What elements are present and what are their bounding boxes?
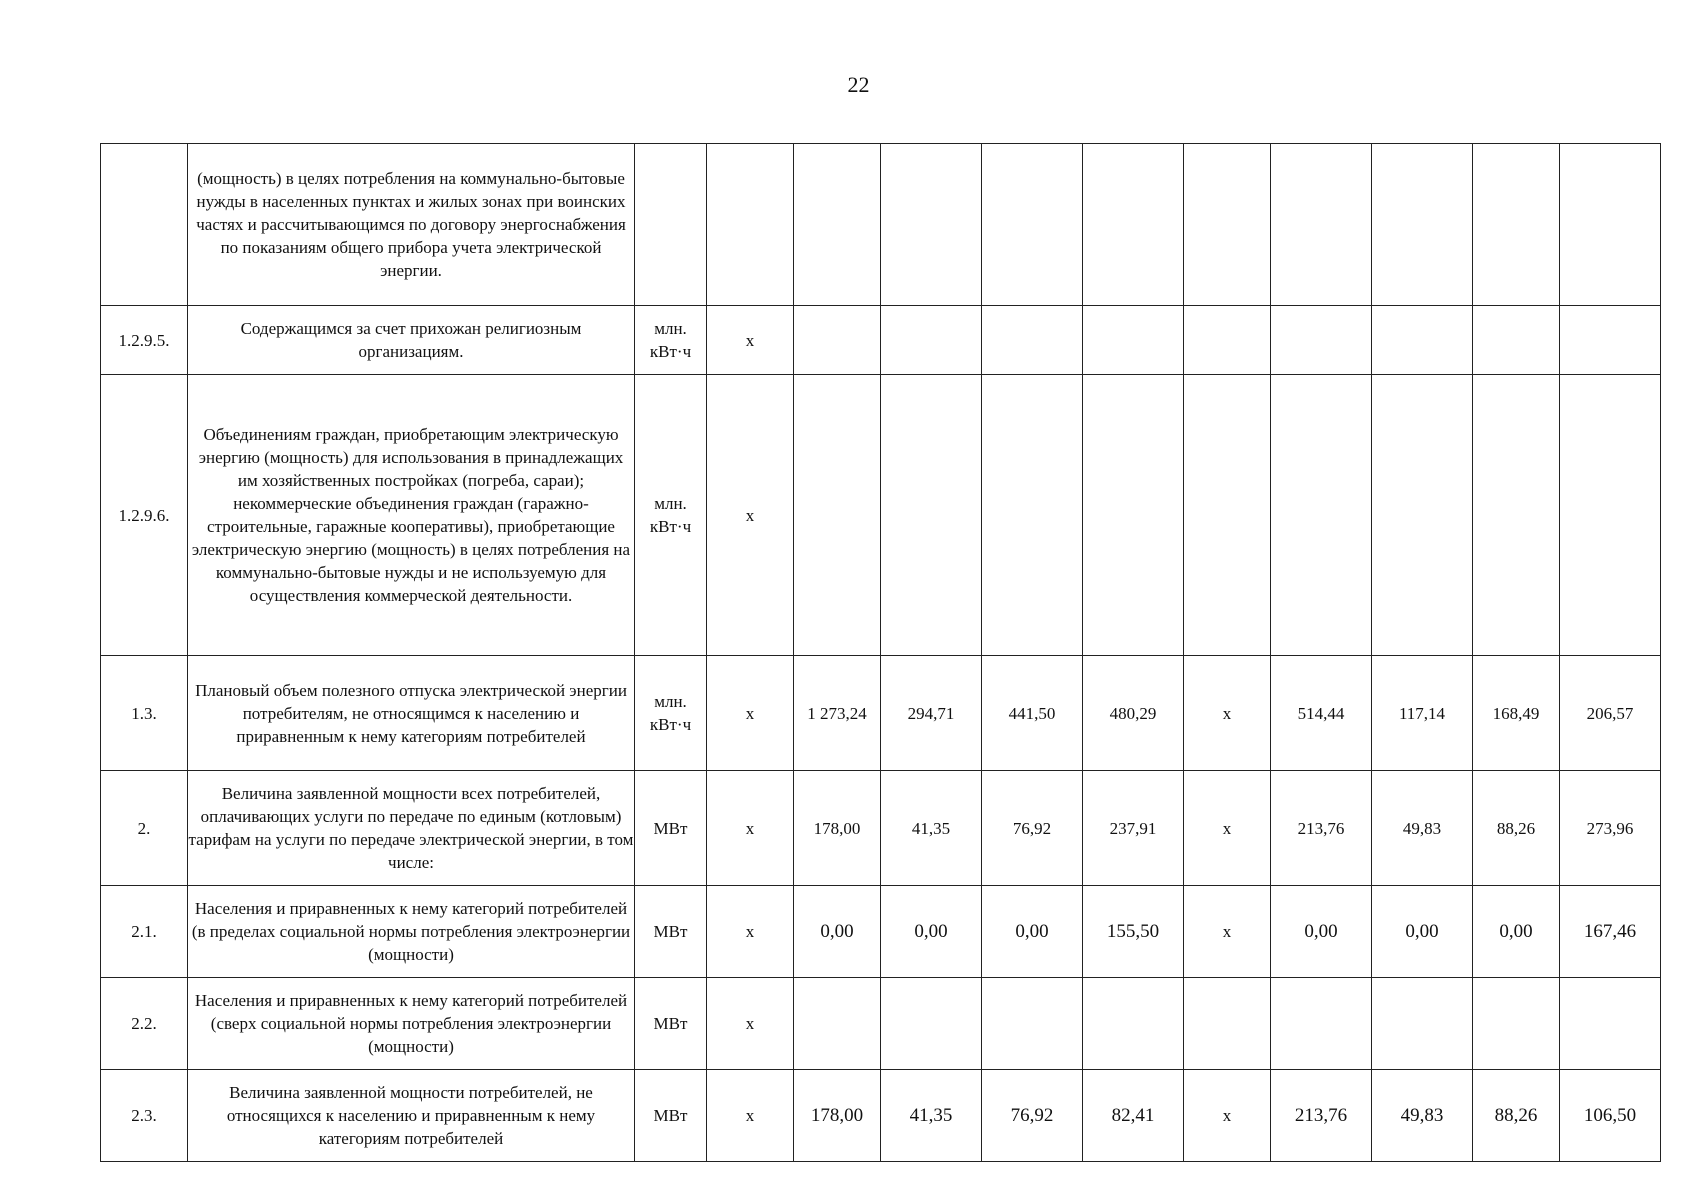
value-cell <box>1473 144 1560 306</box>
value-cell: 0,00 <box>881 886 982 978</box>
value-cell: 82,41 <box>1083 1070 1184 1162</box>
value-cell <box>794 144 881 306</box>
value-cell: 213,76 <box>1271 771 1372 886</box>
row-x1: х <box>707 886 794 978</box>
page-number: 22 <box>847 72 870 97</box>
row-description: (мощность) в целях потребления на коммунально-бытовые нужды в населенных пунктах и жилых зонах при воинских частях и рассчитывающимся по договору энергоснабжения по показаниям общего прибора учета электрической энергии. <box>188 144 635 306</box>
table-row <box>101 375 1661 656</box>
row-unit: млн. кВт·ч <box>635 306 707 375</box>
row-x1 <box>707 144 794 306</box>
value-cell <box>1473 306 1560 375</box>
value-cell: 106,50 <box>1560 1070 1661 1162</box>
value-cell: 0,00 <box>982 886 1083 978</box>
row-x2: х <box>1184 886 1271 978</box>
value-cell: 0,00 <box>794 886 881 978</box>
row-x1: х <box>707 375 794 656</box>
value-cell <box>1560 306 1661 375</box>
value-cell <box>1372 306 1473 375</box>
row-number: 1.2.9.5. <box>101 306 188 375</box>
row-number: 2. <box>101 771 188 886</box>
value-cell <box>1372 978 1473 1070</box>
row-number: 1.2.9.6. <box>101 375 188 656</box>
row-unit: МВт <box>635 978 707 1070</box>
row-number: 1.3. <box>101 656 188 771</box>
value-cell: 76,92 <box>982 1070 1083 1162</box>
value-cell <box>1083 978 1184 1070</box>
row-unit: МВт <box>635 886 707 978</box>
value-cell <box>881 306 982 375</box>
value-cell: 294,71 <box>881 656 982 771</box>
value-cell: 178,00 <box>794 1070 881 1162</box>
table-row <box>101 771 1661 886</box>
value-cell <box>1560 375 1661 656</box>
value-cell <box>1560 144 1661 306</box>
value-cell <box>1271 375 1372 656</box>
value-cell <box>881 375 982 656</box>
row-x1: х <box>707 306 794 375</box>
value-cell: 49,83 <box>1372 1070 1473 1162</box>
row-description: Плановый объем полезного отпуска электрической энергии потребителям, не относящимся к населению и приравненным к нему категориям потребителей <box>188 656 635 771</box>
value-cell <box>1473 978 1560 1070</box>
row-x2 <box>1184 375 1271 656</box>
value-cell <box>1271 978 1372 1070</box>
row-unit: МВт <box>635 1070 707 1162</box>
value-cell: 0,00 <box>1271 886 1372 978</box>
row-x1: х <box>707 978 794 1070</box>
row-unit: МВт <box>635 771 707 886</box>
value-cell: 88,26 <box>1473 1070 1560 1162</box>
row-x1: х <box>707 771 794 886</box>
value-cell <box>794 375 881 656</box>
row-description: Величина заявленной мощности всех потребителей, оплачивающих услуги по передаче по единым (котловым) тарифам на услуги по передаче электрической энергии, в том числе: <box>188 771 635 886</box>
row-description: Содержащимся за счет прихожан религиозным организациям. <box>188 306 635 375</box>
value-cell: 480,29 <box>1083 656 1184 771</box>
value-cell: 49,83 <box>1372 771 1473 886</box>
value-cell <box>982 978 1083 1070</box>
value-cell: 441,50 <box>982 656 1083 771</box>
value-cell: 178,00 <box>794 771 881 886</box>
row-x2 <box>1184 306 1271 375</box>
value-cell <box>881 144 982 306</box>
value-cell: 273,96 <box>1560 771 1661 886</box>
row-description: Населения и приравненных к нему категорий потребителей (сверх социальной нормы потребления электроэнергии (мощности) <box>188 978 635 1070</box>
value-cell <box>1473 375 1560 656</box>
value-cell <box>982 306 1083 375</box>
value-cell <box>794 306 881 375</box>
row-x2 <box>1184 978 1271 1070</box>
row-number: 2.2. <box>101 978 188 1070</box>
value-cell <box>1083 306 1184 375</box>
row-x1: х <box>707 1070 794 1162</box>
row-x2: х <box>1184 656 1271 771</box>
row-description: Величина заявленной мощности потребителей, не относящихся к населению и приравненным к нему категориям потребителей <box>188 1070 635 1162</box>
value-cell: 237,91 <box>1083 771 1184 886</box>
table-row <box>101 978 1661 1070</box>
value-cell <box>1271 306 1372 375</box>
value-cell: 168,49 <box>1473 656 1560 771</box>
row-x1: х <box>707 656 794 771</box>
value-cell: 41,35 <box>881 1070 982 1162</box>
table-row <box>101 656 1661 771</box>
row-number: 2.1. <box>101 886 188 978</box>
value-cell <box>1560 978 1661 1070</box>
value-cell <box>982 375 1083 656</box>
table-row <box>101 886 1661 978</box>
value-cell: 1 273,24 <box>794 656 881 771</box>
table-row <box>101 1070 1661 1162</box>
row-number <box>101 144 188 306</box>
row-x2: х <box>1184 1070 1271 1162</box>
value-cell <box>1372 144 1473 306</box>
value-cell <box>982 144 1083 306</box>
value-cell: 0,00 <box>1372 886 1473 978</box>
value-cell: 167,46 <box>1560 886 1661 978</box>
row-number: 2.3. <box>101 1070 188 1162</box>
value-cell: 514,44 <box>1271 656 1372 771</box>
row-x2 <box>1184 144 1271 306</box>
value-cell: 155,50 <box>1083 886 1184 978</box>
row-x2: х <box>1184 771 1271 886</box>
value-cell <box>1372 375 1473 656</box>
row-unit <box>635 144 707 306</box>
value-cell: 206,57 <box>1560 656 1661 771</box>
tariff-table <box>100 143 1661 1162</box>
value-cell <box>1083 375 1184 656</box>
value-cell: 0,00 <box>1473 886 1560 978</box>
table-row <box>101 306 1661 375</box>
value-cell <box>794 978 881 1070</box>
value-cell <box>1271 144 1372 306</box>
value-cell: 117,14 <box>1372 656 1473 771</box>
row-description: Населения и приравненных к нему категорий потребителей (в пределах социальной нормы потребления электроэнергии (мощности) <box>188 886 635 978</box>
row-unit: млн. кВт·ч <box>635 375 707 656</box>
value-cell <box>1083 144 1184 306</box>
value-cell: 76,92 <box>982 771 1083 886</box>
row-unit: млн. кВт·ч <box>635 656 707 771</box>
value-cell <box>881 978 982 1070</box>
value-cell: 88,26 <box>1473 771 1560 886</box>
row-description: Объединениям граждан, приобретающим электрическую энергию (мощность) для использования в принадлежащих им хозяйственных постройках (погреба, сараи); некоммерческие объединения граждан (гаражно-строительные, гаражные кооперативы), приобретающие электрическую энергию (мощность) в целях потребления на коммунально-бытовые нужды и не используемую для осуществления коммерческой деятельности. <box>188 375 635 656</box>
value-cell: 213,76 <box>1271 1070 1372 1162</box>
table-row <box>101 144 1661 306</box>
value-cell: 41,35 <box>881 771 982 886</box>
